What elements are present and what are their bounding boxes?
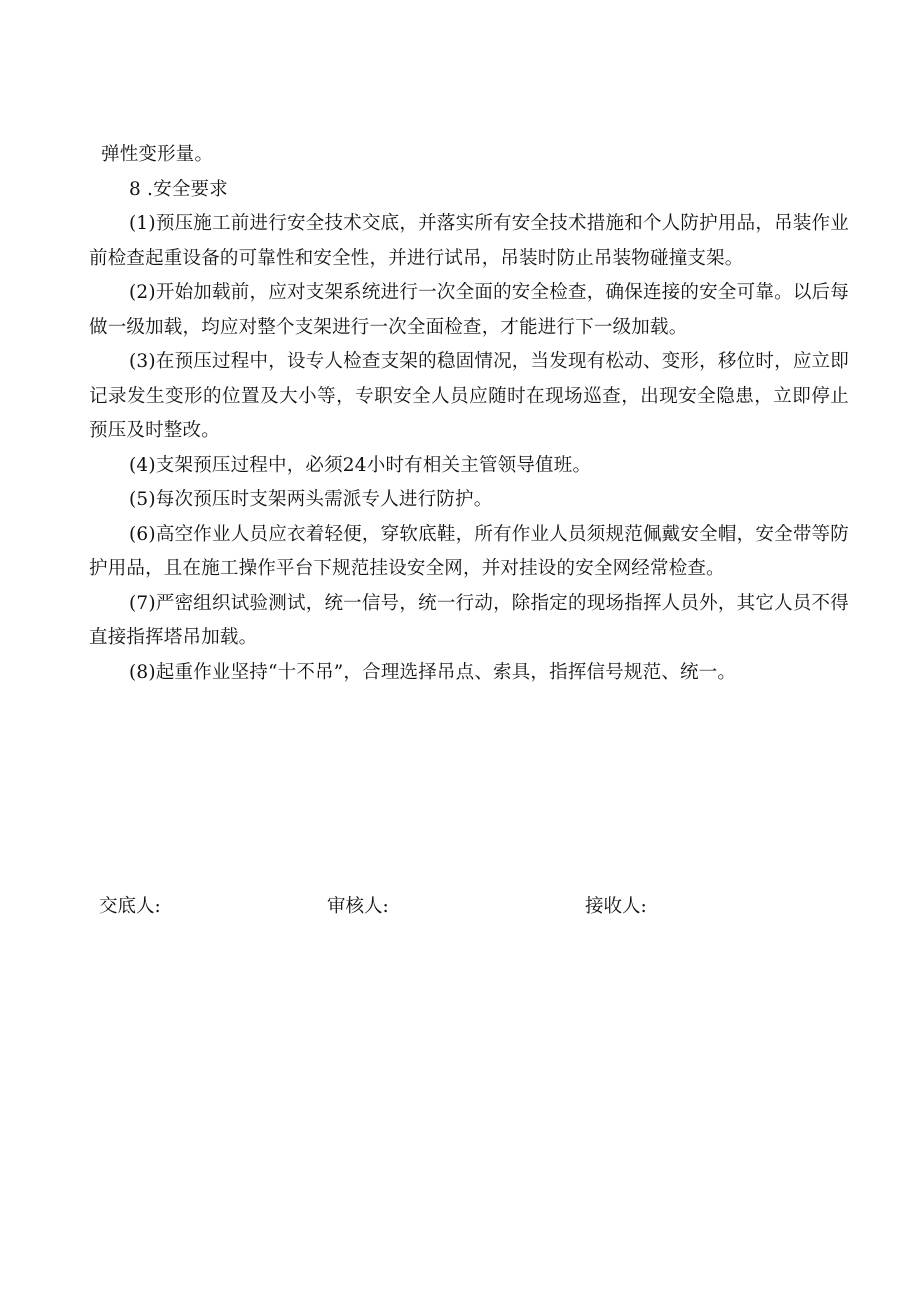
paragraph-item-7: (7)严密组织试验测试，统一信号，统一行动，除指定的现场指挥人员外，其它人员不得直接指挥塔吊加载。 bbox=[89, 592, 849, 648]
paragraph-item-3: (3)在预压过程中，设专人检查支架的稳固情况，当发现有松动、变形，移位时，应立即记录发生变形的位置及大小等，专职安全人员应随时在现场巡查，出现安全隐患，立即停止预压及时整改。 bbox=[89, 351, 849, 441]
receiver-signature-label: 接收人: bbox=[585, 896, 647, 917]
document-body bbox=[89, 138, 849, 690]
reviewer-signature-label: 审核人: bbox=[327, 896, 389, 917]
paragraph-item-1: (1)预压施工前进行安全技术交底，并落实所有安全技术措施和个人防护用品，吊装作业前检查起重设备的可靠性和安全性，并进行试吊，吊装时防止吊装物碰撞支架。 bbox=[89, 213, 849, 269]
paragraph-continuation: 弹性变形量。 bbox=[101, 144, 214, 165]
section-heading-safety-requirements: 8 .安全要求 bbox=[129, 178, 228, 200]
discloser-signature-label: 交底人: bbox=[99, 896, 161, 917]
paragraph-item-2: (2)开始加载前，应对支架系统进行一次全面的安全检查，确保连接的安全可靠。以后每做一级加载，均应对整个支架进行一次全面检查，才能进行下一级加载。 bbox=[89, 282, 849, 338]
paragraph-item-6: (6)高空作业人员应衣着轻便，穿软底鞋，所有作业人员须规范佩戴安全帽，安全带等防护用品，且在施工操作平台下规范挂设安全网，并对挂设的安全网经常检查。 bbox=[89, 523, 849, 579]
paragraph-item-8: (8)起重作业坚持“十不吊”，合理选择吊点、索具，指挥信号规范、统一。 bbox=[129, 661, 737, 683]
paragraph-item-4: (4)支架预压过程中，必须24小时有相关主管领导值班。 bbox=[129, 454, 592, 476]
signature-row bbox=[0, 890, 920, 924]
paragraph-item-5: (5)每次预压时支架两头需派专人进行防护。 bbox=[129, 489, 493, 510]
